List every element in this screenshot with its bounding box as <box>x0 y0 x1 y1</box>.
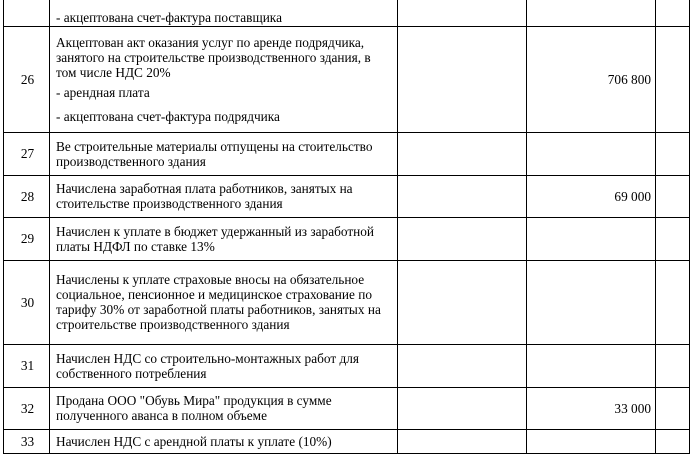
row-description-cell: Ве строительные материалы отпущены на стоительство производственного здания <box>50 132 398 175</box>
extra-cell <box>656 0 690 26</box>
row-description-cell: Начислен к уплате в бюджет удержанный из заработной платы НДФЛ по ставке 13% <box>50 217 398 260</box>
row-description-cell <box>50 0 398 26</box>
amount-cell <box>527 344 656 387</box>
table-row <box>4 387 690 429</box>
table-row <box>4 429 690 453</box>
row-number-cell <box>4 0 50 26</box>
debit-cell <box>398 132 527 175</box>
extra-cell <box>656 175 690 217</box>
extra-cell <box>656 344 690 387</box>
debit-cell <box>398 217 527 260</box>
row-description-subline: - арендная плата <box>56 84 150 100</box>
row-description-cell: Начислен НДС с арендной платы к уплате (10%) <box>50 429 398 453</box>
extra-cell <box>656 132 690 175</box>
debit-cell <box>398 26 527 132</box>
row-description: Акцептован акт оказания услуг по аренде подрядчика, занятого на строительстве производственного здания, в том числе НДС 20% <box>56 34 371 80</box>
row-number-cell: 30 <box>4 260 50 344</box>
amount-cell: 33 000 <box>527 387 656 429</box>
table-row <box>4 132 690 175</box>
debit-cell <box>398 429 527 453</box>
row-number-cell: 32 <box>4 387 50 429</box>
row-number-cell: 26 <box>4 26 50 132</box>
row-number-cell: 28 <box>4 175 50 217</box>
amount-cell <box>527 132 656 175</box>
table-row <box>4 260 690 344</box>
row-number-cell: 33 <box>4 429 50 453</box>
amount-cell <box>527 0 656 26</box>
amount-cell <box>527 260 656 344</box>
amount-cell <box>527 217 656 260</box>
table-row-partial <box>4 0 690 26</box>
row-number-cell: 31 <box>4 344 50 387</box>
row-number-cell: 29 <box>4 217 50 260</box>
amount-cell: 706 800 <box>527 26 656 132</box>
row-description-cell: Начислена заработная плата работников, занятых на стоительстве производственного здания <box>50 175 398 217</box>
row-description-subline: - акцептована счет-фактура подрядчика <box>56 108 280 124</box>
row-description: - акцептована счет-фактура поставщика <box>56 9 282 25</box>
table-row <box>4 344 690 387</box>
extra-cell <box>656 26 690 132</box>
table-row <box>4 175 690 217</box>
extra-cell <box>656 260 690 344</box>
extra-cell <box>656 429 690 453</box>
amount-cell <box>527 429 656 453</box>
row-description-cell <box>50 26 398 132</box>
table-row <box>4 217 690 260</box>
table-row <box>4 26 690 132</box>
extra-cell <box>656 387 690 429</box>
extra-cell <box>656 217 690 260</box>
debit-cell <box>398 387 527 429</box>
row-number-cell: 27 <box>4 132 50 175</box>
debit-cell <box>398 0 527 26</box>
debit-cell <box>398 175 527 217</box>
row-description-cell: Продана ООО "Обувь Мира" продукция в сумме полученного аванса в полном объеме <box>50 387 398 429</box>
row-description-cell: Начислен НДС со строительно-монтажных работ для собственного потребления <box>50 344 398 387</box>
row-description-cell: Начислены к уплате страховые вносы на обязательное социальное, пенсионное и медицинское страхование по тарифу 30% от заработной платы работников, занятых на строительстве производственного здания <box>50 260 398 344</box>
debit-cell <box>398 344 527 387</box>
debit-cell <box>398 260 527 344</box>
amount-cell: 69 000 <box>527 175 656 217</box>
ledger-table <box>3 0 690 454</box>
